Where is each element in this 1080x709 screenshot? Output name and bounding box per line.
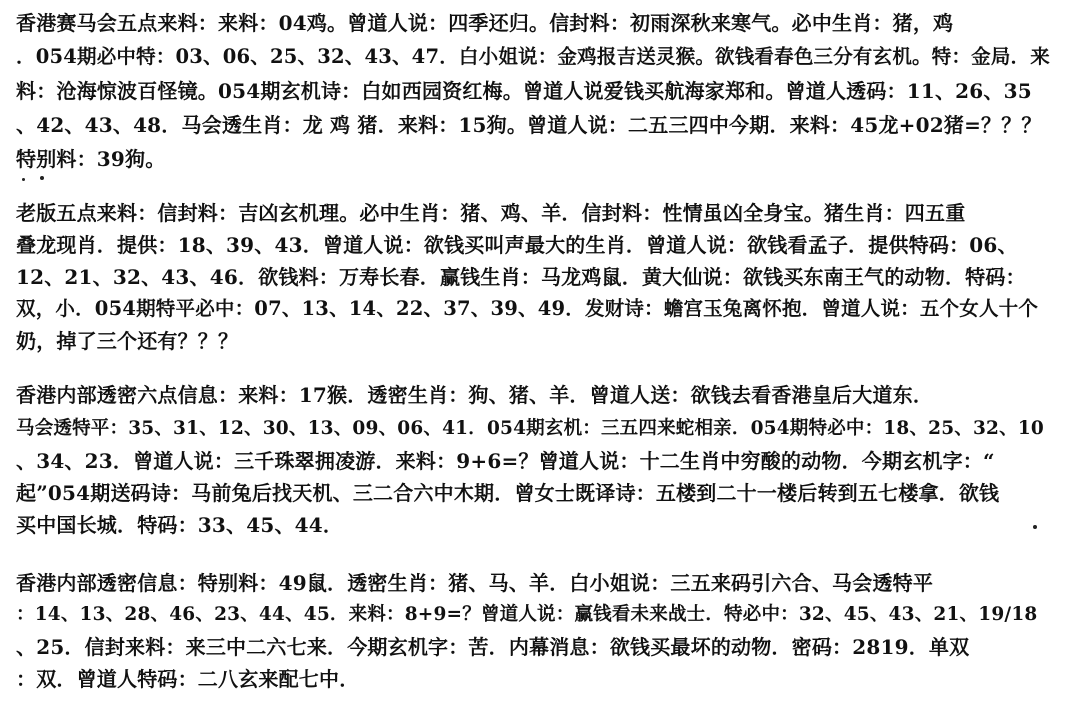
text-line: 香港赛马会五点来料：来料：04鸡。曾道人说：四季还归。信封料：初雨深秋来寒气。必中生肖：猪，鸡 <box>16 11 954 35</box>
text-line: ：双．曾道人特码：二八玄来配七中． <box>16 667 360 691</box>
text-line: 特别料：39狗。 <box>16 147 166 171</box>
text-line: ：14、13、28、46、23、44、45．来料：8+9=？曾道人说：赢钱看未来战士．特必中：32、45、43、21、19/18 <box>16 604 1038 625</box>
text-line: 12、21、32、43、46．欲钱料：万寿长春．赢钱生肖：马龙鸡鼠．黄大仙说：欲钱买东南王气的动物．特码： <box>16 265 1026 289</box>
text-line: 双，小．054期特平必中：07、13、14、22、37、39、49．发财诗：蟾宫玉兔离怀抱．曾道人说：五个女人十个 <box>16 297 1039 320</box>
print-speck <box>1033 525 1037 529</box>
text-line: 、34、23．曾道人说：三千珠翠拥凌游．来料：9+6=？曾道人说：十二生肖中穷酸的动物．今期玄机字：“ <box>16 449 995 473</box>
text-line: 老版五点来料：信封料：吉凶玄机理。必中生肖：猪、鸡、羊．信封料：性情虽凶全身宝。猪生肖：四五重 <box>16 201 966 225</box>
text-line: 香港内部透密六点信息：来料：17猴．透密生肖：狗、猪、羊．曾道人送：欲钱去看香港皇后大道东． <box>16 383 934 407</box>
text-line: 、25．信封来料：来三中二六七来．今期玄机字：苦．内幕消息：欲钱买最坏的动物．密码：2819．单双 <box>16 635 970 659</box>
text-line: 买中国长城．特码：33、45、44． <box>16 513 344 537</box>
print-speck <box>22 178 25 181</box>
text-line: ．054期必中特：03、06、25、32、43、47．白小姐说：金鸡报吉送灵猴。欲钱看春色三分有玄机。特：金局．来 <box>16 45 1050 68</box>
text-line: 奶，掉了三个还有？？？ <box>16 329 239 353</box>
text-line: 、42、43、48．马会透生肖：龙 鸡 猪．来料：15狗。曾道人说：二五三四中今期．来料：45龙+02猪=？？？ <box>16 113 1042 137</box>
text-line: 香港内部透密信息：特别料：49鼠．透密生肖：猪、马、羊．白小姐说：三五来码引六合、马会透特平 <box>16 571 934 595</box>
print-speck <box>40 176 44 180</box>
text-line: 起”054期送码诗：马前兔后找天机、三二合六中木期．曾女士既译诗：五楼到二十一楼后转到五七楼拿．欲钱 <box>16 481 1000 505</box>
text-line: 叠龙现肖．提供：18、39、43．曾道人说：欲钱买叫声最大的生肖．曾道人说：欲钱看孟子．提供特码：06、 <box>16 233 1018 257</box>
text-line: 马会透特平：35、31、12、30、13、09、06、41．054期玄机：三五四来蛇相亲．054期特必中：18、25、32、10 <box>16 418 1044 439</box>
text-line: 料：沧海惊波百怪镜。054期玄机诗：白如西园资红梅。曾道人说爱钱买航海家郑和。曾道人透码：11、26、35 <box>16 79 1032 103</box>
